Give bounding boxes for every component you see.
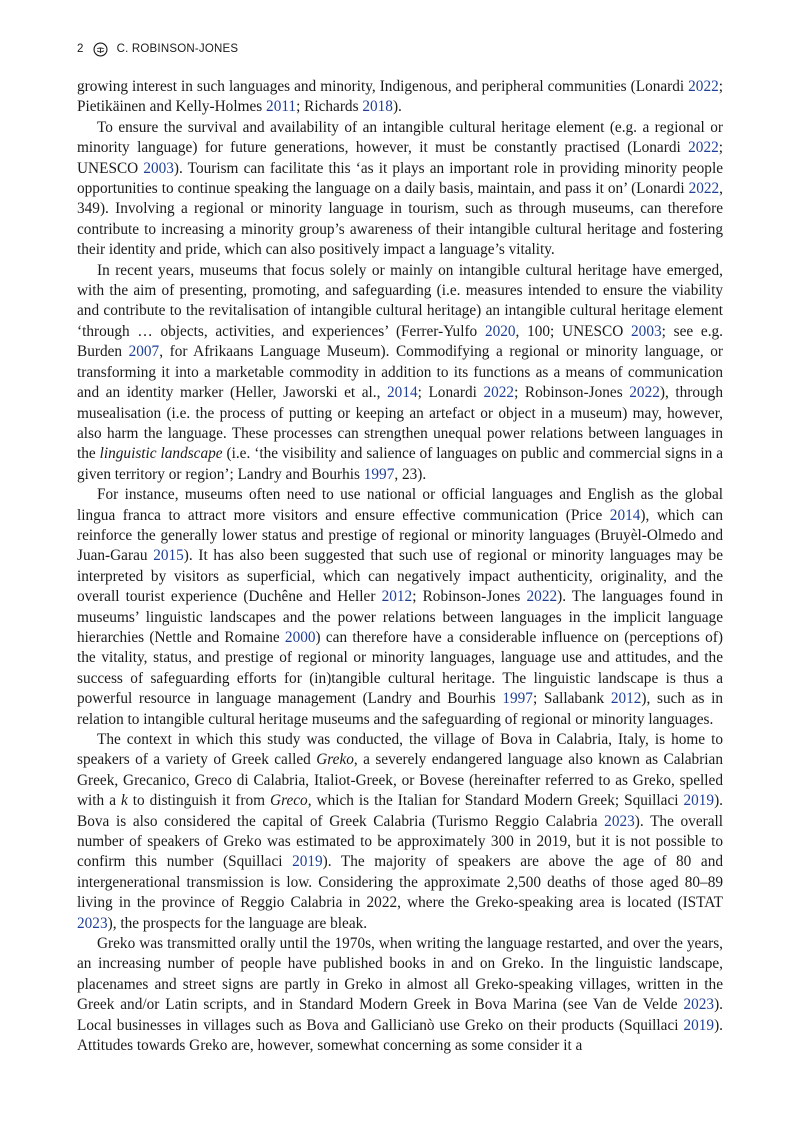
text-run: ), such as in relation to intangible cultural heritage museums and the safeguarding of regional or minority languages. xyxy=(77,690,723,728)
citation-year-link[interactable]: 1997 xyxy=(363,465,395,483)
text-run: ; Richards xyxy=(296,98,363,116)
body-paragraph xyxy=(77,261,723,485)
text-run: ; see e.g. Burden xyxy=(77,322,723,361)
text-run: Greko was transmitted orally until the 1970s, when writing the language restarted, and over the years, an increasing number of people have published books in and on Greko. In the linguistic landscape, placenames and street signs are partly in Greko in almost all Greko-speaking villages, written in the Greek and/or Latin scripts, and in Standard Modern Greek in Bova Marina (see Van de Velde xyxy=(77,935,723,1014)
citation-year-link[interactable]: 2022 xyxy=(688,139,719,157)
citation-year-link[interactable]: 2015 xyxy=(153,547,184,565)
citation-year-link[interactable]: 2019 xyxy=(292,853,323,871)
citation-year-link[interactable]: 2012 xyxy=(610,690,642,708)
text-run: ), through musealisation (i.e. the process of putting or keeping an artefact or object in a museum) may, however, also harm the language. These processes can strengthen unequal power relations between languages in the xyxy=(77,384,723,463)
article-body xyxy=(77,77,723,1057)
italic-term: Greco xyxy=(270,792,308,810)
text-run: , which is the Italian for Standard Modern Greek; Squillaci xyxy=(307,792,684,810)
body-paragraph xyxy=(77,485,723,730)
page-number: 2 xyxy=(77,43,84,55)
journal-logo-icon xyxy=(93,42,108,57)
citation-year-link[interactable]: 2022 xyxy=(688,180,720,198)
citation-year-link[interactable]: 2014 xyxy=(609,506,641,524)
citation-year-link[interactable]: 2019 xyxy=(683,792,715,810)
text-run: growing interest in such languages and minority, Indigenous, and peripheral communities (Lonardi xyxy=(77,78,689,95)
text-run: ). Local businesses in villages such as Bova and Gallicianò use Greko on their products (Squillaci xyxy=(77,996,723,1034)
citation-year-link[interactable]: 2000 xyxy=(284,628,316,646)
text-run: In recent years, museums that focus solely or mainly on intangible cultural heritage have emerged, with the aim of presenting, promoting, and safeguarding (i.e. measures intended to ensure the viability and contribute to the revitalisation of intangible cultural heritage) an intangible cultural heritage element ‘through … objects, activities, and experiences’ (Ferrer-Yulfo xyxy=(77,261,723,340)
text-run: ; Robinson-Jones xyxy=(514,384,630,402)
citation-year-link[interactable]: 2023 xyxy=(683,996,715,1014)
citation-year-link[interactable]: 2012 xyxy=(381,588,413,606)
text-run: ; UNESCO xyxy=(77,139,723,177)
text-run: ; Robinson-Jones xyxy=(412,588,527,606)
body-paragraph xyxy=(77,730,723,934)
text-run: , 100; UNESCO xyxy=(515,322,632,340)
italic-term: linguistic landscape xyxy=(99,445,223,463)
text-run: ). Tourism can facilitate this ‘as it plays an important role in providing minority people opportunities to continue speaking the language on a daily basis, maintain, and pass it on’ (Lonardi xyxy=(77,159,723,198)
running-header xyxy=(77,40,238,58)
text-run: The context in which this study was conducted, the village of Bova in Calabria, Italy, is home to speakers of a variety of Greek called xyxy=(77,731,723,769)
citation-year-link[interactable]: 2023 xyxy=(604,812,635,830)
citation-year-link[interactable]: 2022 xyxy=(483,384,515,402)
text-run: ) can therefore have a considerable influence on (perceptions of) the vitality, status, and prestige of regional or minority languages, language use and attitudes, and the success of safeguarding efforts for (in)tangible cultural heritage. The linguistic landscape is thus a powerful resource in language management (Landry and Bourhis xyxy=(77,628,723,708)
text-run: ). Bova is also considered the capital of Greek Calabria (Turismo Reggio Calabria xyxy=(77,792,723,830)
text-run: ). Attitudes towards Greko are, however, somewhat concerning as some consider it a xyxy=(77,1016,723,1055)
italic-term: k xyxy=(120,792,128,810)
citation-year-link[interactable]: 2003 xyxy=(631,322,662,340)
text-run: , 23). xyxy=(394,465,427,483)
text-run: ). The languages found in museums’ linguistic landscapes and the power relations between languages in the implicit language hierarchies (Nettle and Romaine xyxy=(77,588,723,646)
citation-year-link[interactable]: 2003 xyxy=(143,159,174,177)
citation-year-link[interactable]: 2019 xyxy=(683,1016,715,1034)
text-run: ). It has also been suggested that such use of regional or minority languages may be interpreted by visitors as superficial, which can negatively impact authenticity, originality, and the overall tourist experience (Duchêne and Heller xyxy=(77,547,723,606)
citation-year-link[interactable]: 2007 xyxy=(128,343,160,361)
body-paragraph xyxy=(77,934,723,1056)
text-run: ). The overall number of speakers of Greko was estimated to be approximately 300 in 2019, but it is not possible to confirm this number (Squillaci xyxy=(77,812,723,871)
text-run: To ensure the survival and availability of an intangible cultural heritage element (e.g. a regional or minority language) for future generations, however, it must be constantly practised (Lonardi xyxy=(77,118,723,157)
body-paragraph xyxy=(77,118,723,261)
text-run: , a severely endangered language also known as Calabrian Greek, Grecanico, Greco di Calabria, Italiot-Greek, or Bovese (hereinafter referred to as Greko, spelled with a xyxy=(77,751,723,810)
running-head-author: C. ROBINSON-JONES xyxy=(116,43,239,55)
citation-year-link[interactable]: 2014 xyxy=(387,384,418,402)
text-run: to distinguish it from xyxy=(127,792,271,810)
text-run: ; Lonardi xyxy=(417,384,484,402)
text-run: , for Afrikaans Language Museum). Commodifying a regional or minority language, or transforming it into a marketable commodity in addition to its functions as a means of communication and an identity marker (Heller, Jaworski et al., xyxy=(77,343,723,402)
text-run: ; Sallabank xyxy=(532,690,611,708)
text-run: For instance, museums often need to use national or official languages and English as the global lingua franca to attract more visitors and ensure effective communication (Price xyxy=(77,486,723,524)
citation-year-link[interactable]: 2022 xyxy=(629,384,660,402)
citation-year-link[interactable]: 2022 xyxy=(688,78,719,95)
text-run: ), which can reinforce the generally lower status and prestige of regional or minority languages (Bruyèl-Olmedo and Juan-Garau xyxy=(77,506,723,565)
text-run: ). xyxy=(392,98,402,116)
body-paragraph xyxy=(77,77,723,118)
citation-year-link[interactable]: 2022 xyxy=(526,588,558,606)
text-run: ; Pietikäinen and Kelly-Holmes xyxy=(77,78,723,116)
text-run: ). The majority of speakers are above the age of 80 and intergenerational transmission is low. Considering the approximate 2,500 deaths of those aged 80–89 living in the province of Reggio Calabria in 2022, where the Greko-speaking area is located (ISTAT xyxy=(77,853,724,912)
citation-year-link[interactable]: 1997 xyxy=(502,690,533,708)
text-run: ), the prospects for the language are bleak. xyxy=(107,914,368,932)
text-run: , 349). Involving a regional or minority language in tourism, such as through museums, can therefore contribute to increasing a minority group’s awareness of their intangible cultural heritage and fostering their identity and pride, which can also positively impact a language’s vitality. xyxy=(77,180,723,259)
citation-year-link[interactable]: 2011 xyxy=(266,98,297,116)
italic-term: Greko xyxy=(316,751,354,769)
text-run: (i.e. ‘the visibility and salience of languages on public and commercial signs in a given territory or region’; Landry and Bourhis xyxy=(77,445,723,483)
citation-year-link[interactable]: 2023 xyxy=(77,914,108,932)
citation-year-link[interactable]: 2020 xyxy=(484,322,516,340)
citation-year-link[interactable]: 2018 xyxy=(362,98,393,116)
